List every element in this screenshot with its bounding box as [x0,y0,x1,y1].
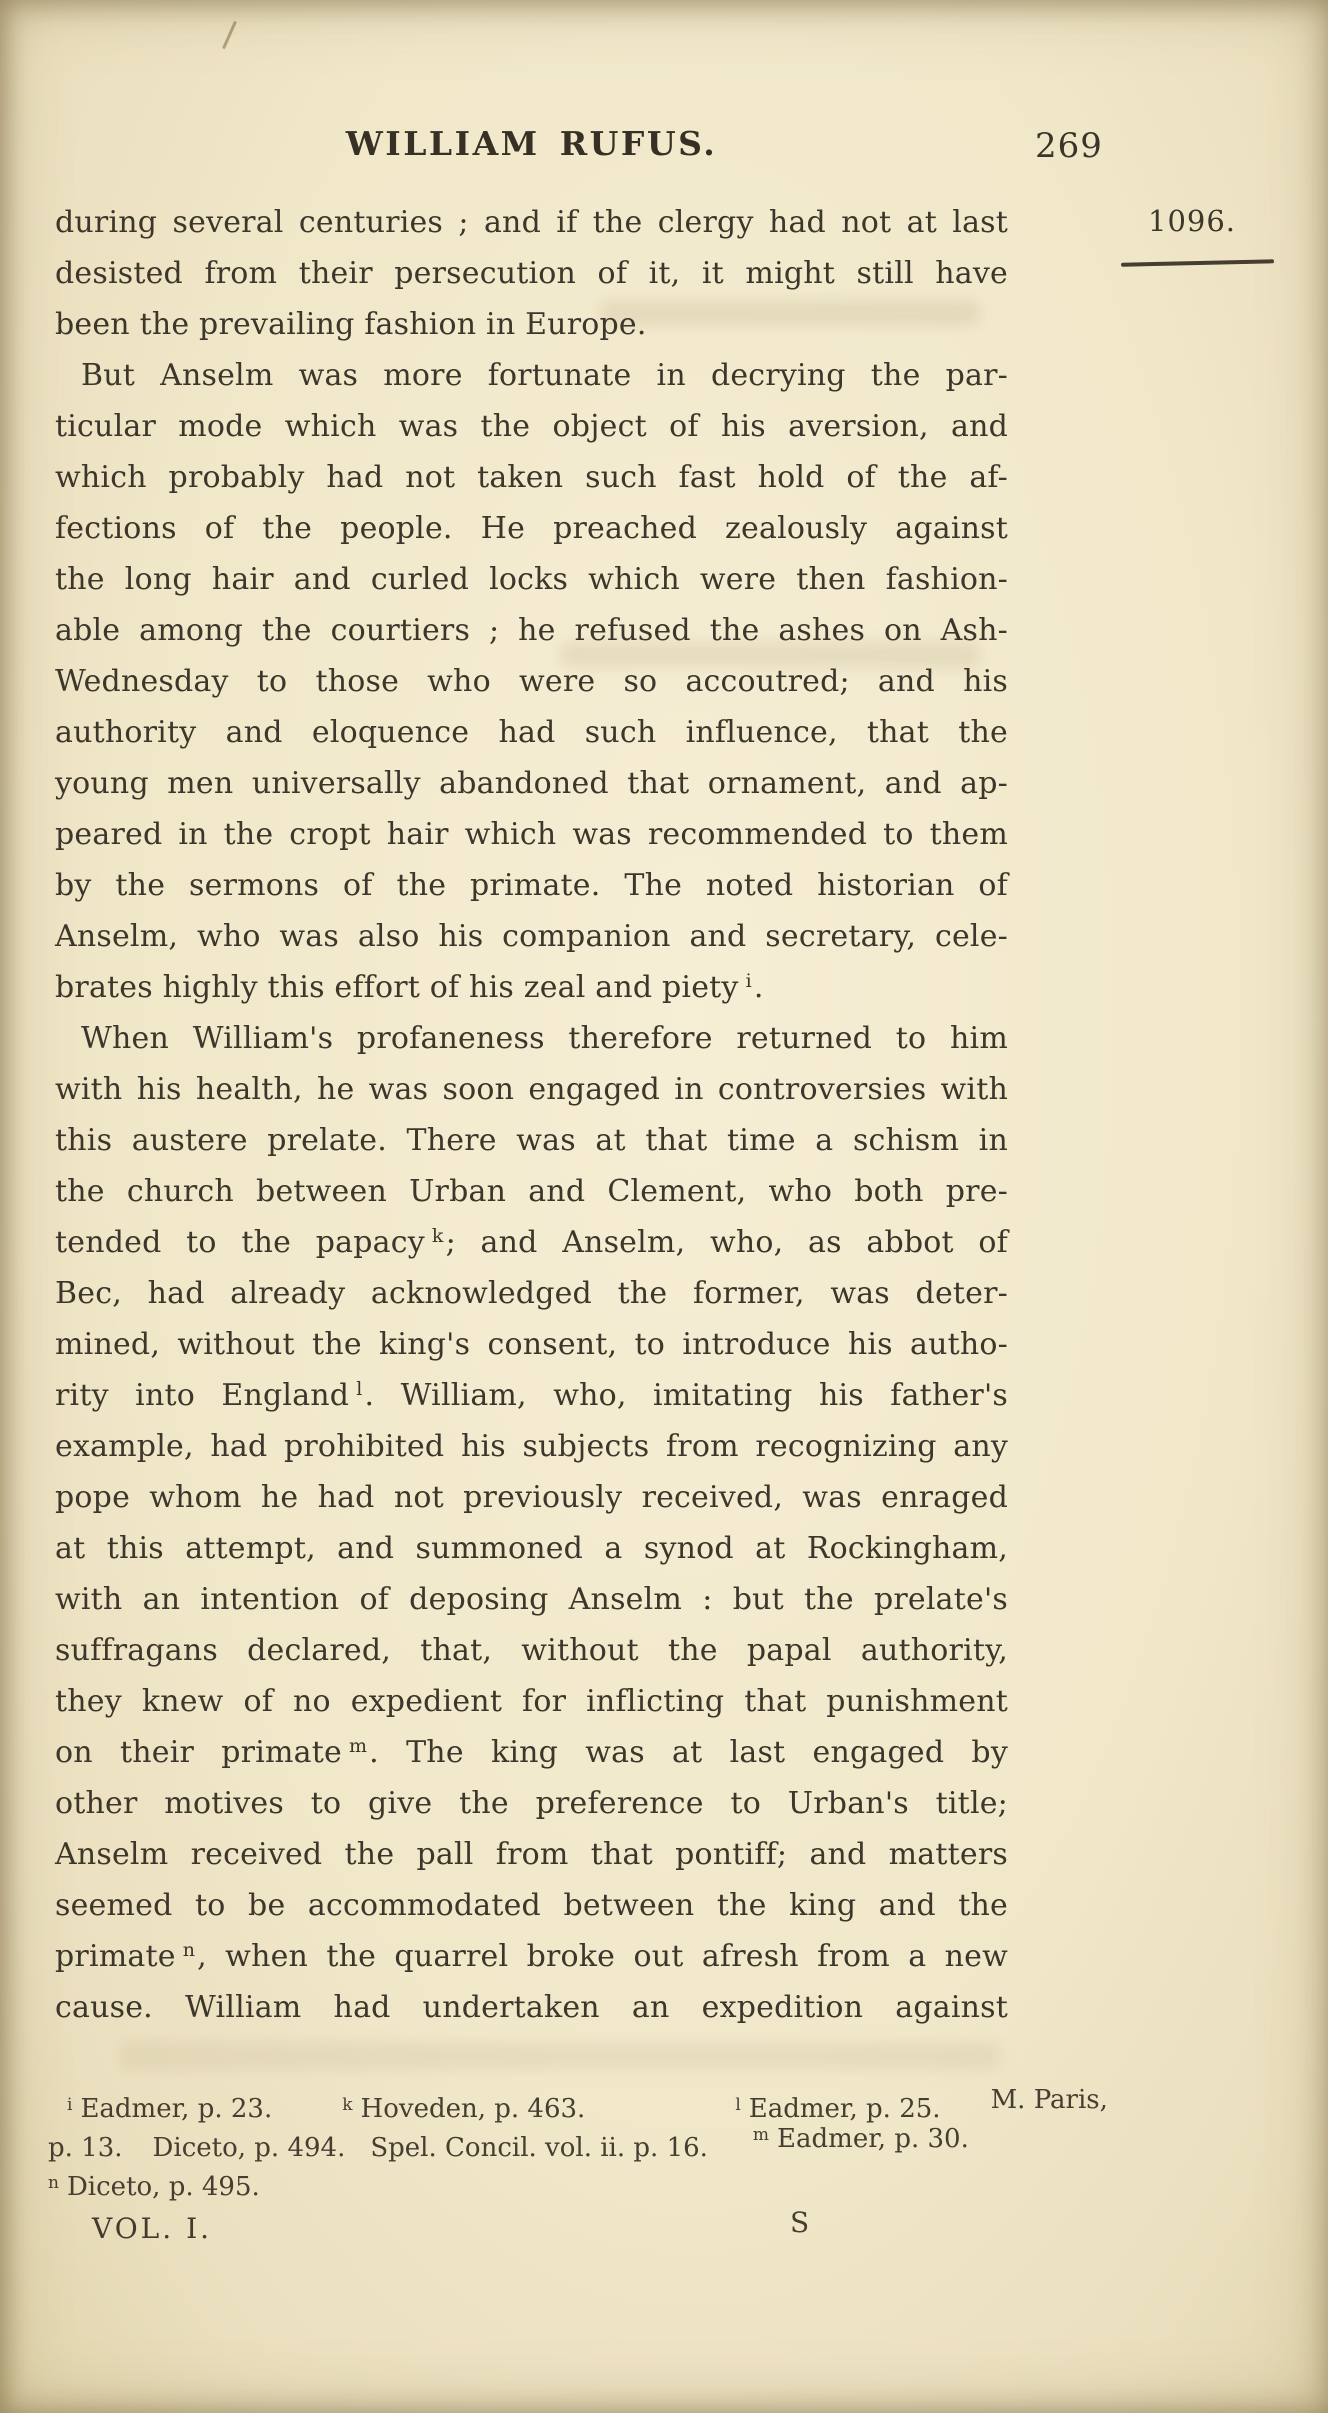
body-line: able among the courtiers ; he refused the ashes on Ash- [55,613,1008,648]
body-line: Anselm, who was also his companion and secretary, cele- [55,919,1008,954]
footnote-marker: n [48,2173,59,2193]
footnote-citation: Spel. Concil. vol. ii. p. 16. [370,2133,708,2163]
body-line-text: , when the quarrel broke out afresh from a new [197,1939,1008,1974]
body-line: other motives to give the preference to Urban's title; [55,1786,1008,1821]
footnotes-block [48,2085,1138,2207]
body-line: authority and eloquence had such influence, that the [55,715,1008,750]
body-line: the long hair and curled locks which were then fashion- [55,562,1008,597]
body-line: which probably had not taken such fast hold of the af- [55,460,1008,495]
body-line: Bec, had already acknowledged the former, was deter- [55,1276,1008,1311]
body-line: Anselm received the pall from that pontiff; and matters [55,1837,1008,1872]
page-number: 269 [1035,126,1103,166]
body-line: by the sermons of the primate. The noted historian of [55,868,1008,903]
body-line-text: rity into England [55,1378,350,1413]
signature-mark: S [790,2206,810,2239]
body-line-text: ; and Anselm, who, as abbot of [445,1225,1008,1260]
body-line: the church between Urban and Clement, who both pre- [55,1174,1008,1209]
footnote-citation: Diceto, p. 494. [152,2133,346,2163]
footnote-citation: Eadmer, p. 23. [80,2094,273,2124]
body-line: with an intention of deposing Anselm : but the prelate's [55,1582,1008,1617]
body-line: mined, without the king's consent, to introduce his autho- [55,1327,1008,1362]
footnote-marker: i [67,2095,73,2115]
body-line-text: on their primate [55,1735,342,1770]
body-line: at this attempt, and summoned a synod at Rockingham, [55,1531,1008,1566]
body-line: during several centuries ; and if the clergy had not at last [55,205,1008,240]
body-line: When William's profaneness therefore returned to him [81,1021,1008,1056]
footnote-citation: Eadmer, p. 30. [777,2124,969,2154]
body-line [55,962,1008,1013]
body-line: But Anselm was more fortunate in decrying the par- [81,358,1008,393]
body-line: they knew of no expedient for inflicting that punishment [55,1684,1008,1719]
volume-label: VOL. I. [92,2212,213,2245]
footnote-marker: l [356,1378,363,1400]
footnote-marker: k [342,2095,353,2115]
body-line: ticular mode which was the object of his aversion, and [55,409,1008,444]
page-title: WILLIAM RUFUS. [345,124,718,163]
body-line: pope whom he had not previously received, was enraged [55,1480,1008,1515]
body-line: cause. William had undertaken an expedition against [55,1990,1008,2025]
body-text-column [55,197,1008,2033]
body-line: example, had prohibited his subjects from recognizing any [55,1429,1008,1464]
body-line [55,1931,1008,1982]
body-line: this austere prelate. There was at that time a schism in [55,1123,1008,1158]
margin-rule [1121,259,1274,266]
body-line: peared in the cropt hair which was recommended to them [55,817,1008,852]
body-line [55,1370,1008,1421]
body-line: Wednesday to those who were so accoutred; and his [55,664,1008,699]
footnote-line [48,2168,1138,2207]
body-line: suffragans declared, that, without the papal authority, [55,1633,1008,1668]
body-line-text: . [753,970,764,1005]
footnote-line [48,2124,1138,2168]
body-line-text: . The king was at last engaged by [369,1735,1008,1770]
body-line-text: brates highly this effort of his zeal and piety [55,970,739,1005]
footnote-citation: p. 13. [48,2133,123,2163]
show-through-mark [120,2042,1000,2070]
body-line: been the prevailing fashion in Europe. [55,307,647,342]
body-line-text: primate [55,1939,176,1974]
footnote-marker: i [745,970,752,992]
footnote-marker: l [735,2095,741,2115]
footnote-citation: Diceto, p. 495. [66,2172,260,2202]
body-line: young men universally abandoned that ornament, and ap- [55,766,1008,801]
body-line-text: tended to the papacy [55,1225,425,1260]
body-line: with his health, he was soon engaged in controversies with [55,1072,1008,1107]
footnote-marker: n [182,1939,196,1961]
body-line: seemed to be accommodated between the king and the [55,1888,1008,1923]
body-line [55,1727,1008,1778]
footnote-citation: Hoveden, p. 463. [360,2094,586,2124]
footnote-marker: m [752,2125,770,2145]
footnote-line [48,2085,1138,2129]
footnote-marker: m [348,1735,368,1757]
body-line [55,1217,1008,1268]
footnote-citation: M. Paris, [990,2085,1108,2115]
running-header [55,124,1008,163]
pen-mark [222,21,237,50]
body-line: fections of the people. He preached zealously against [55,511,1008,546]
footnote-marker: k [431,1225,444,1247]
body-line-text: . William, who, imitating his father's [364,1378,1008,1413]
footnote-citation: Eadmer, p. 25. [748,2094,941,2124]
body-line: desisted from their persecution of it, it might still have [55,256,1008,291]
margin-year-note: 1096. [1148,204,1237,238]
